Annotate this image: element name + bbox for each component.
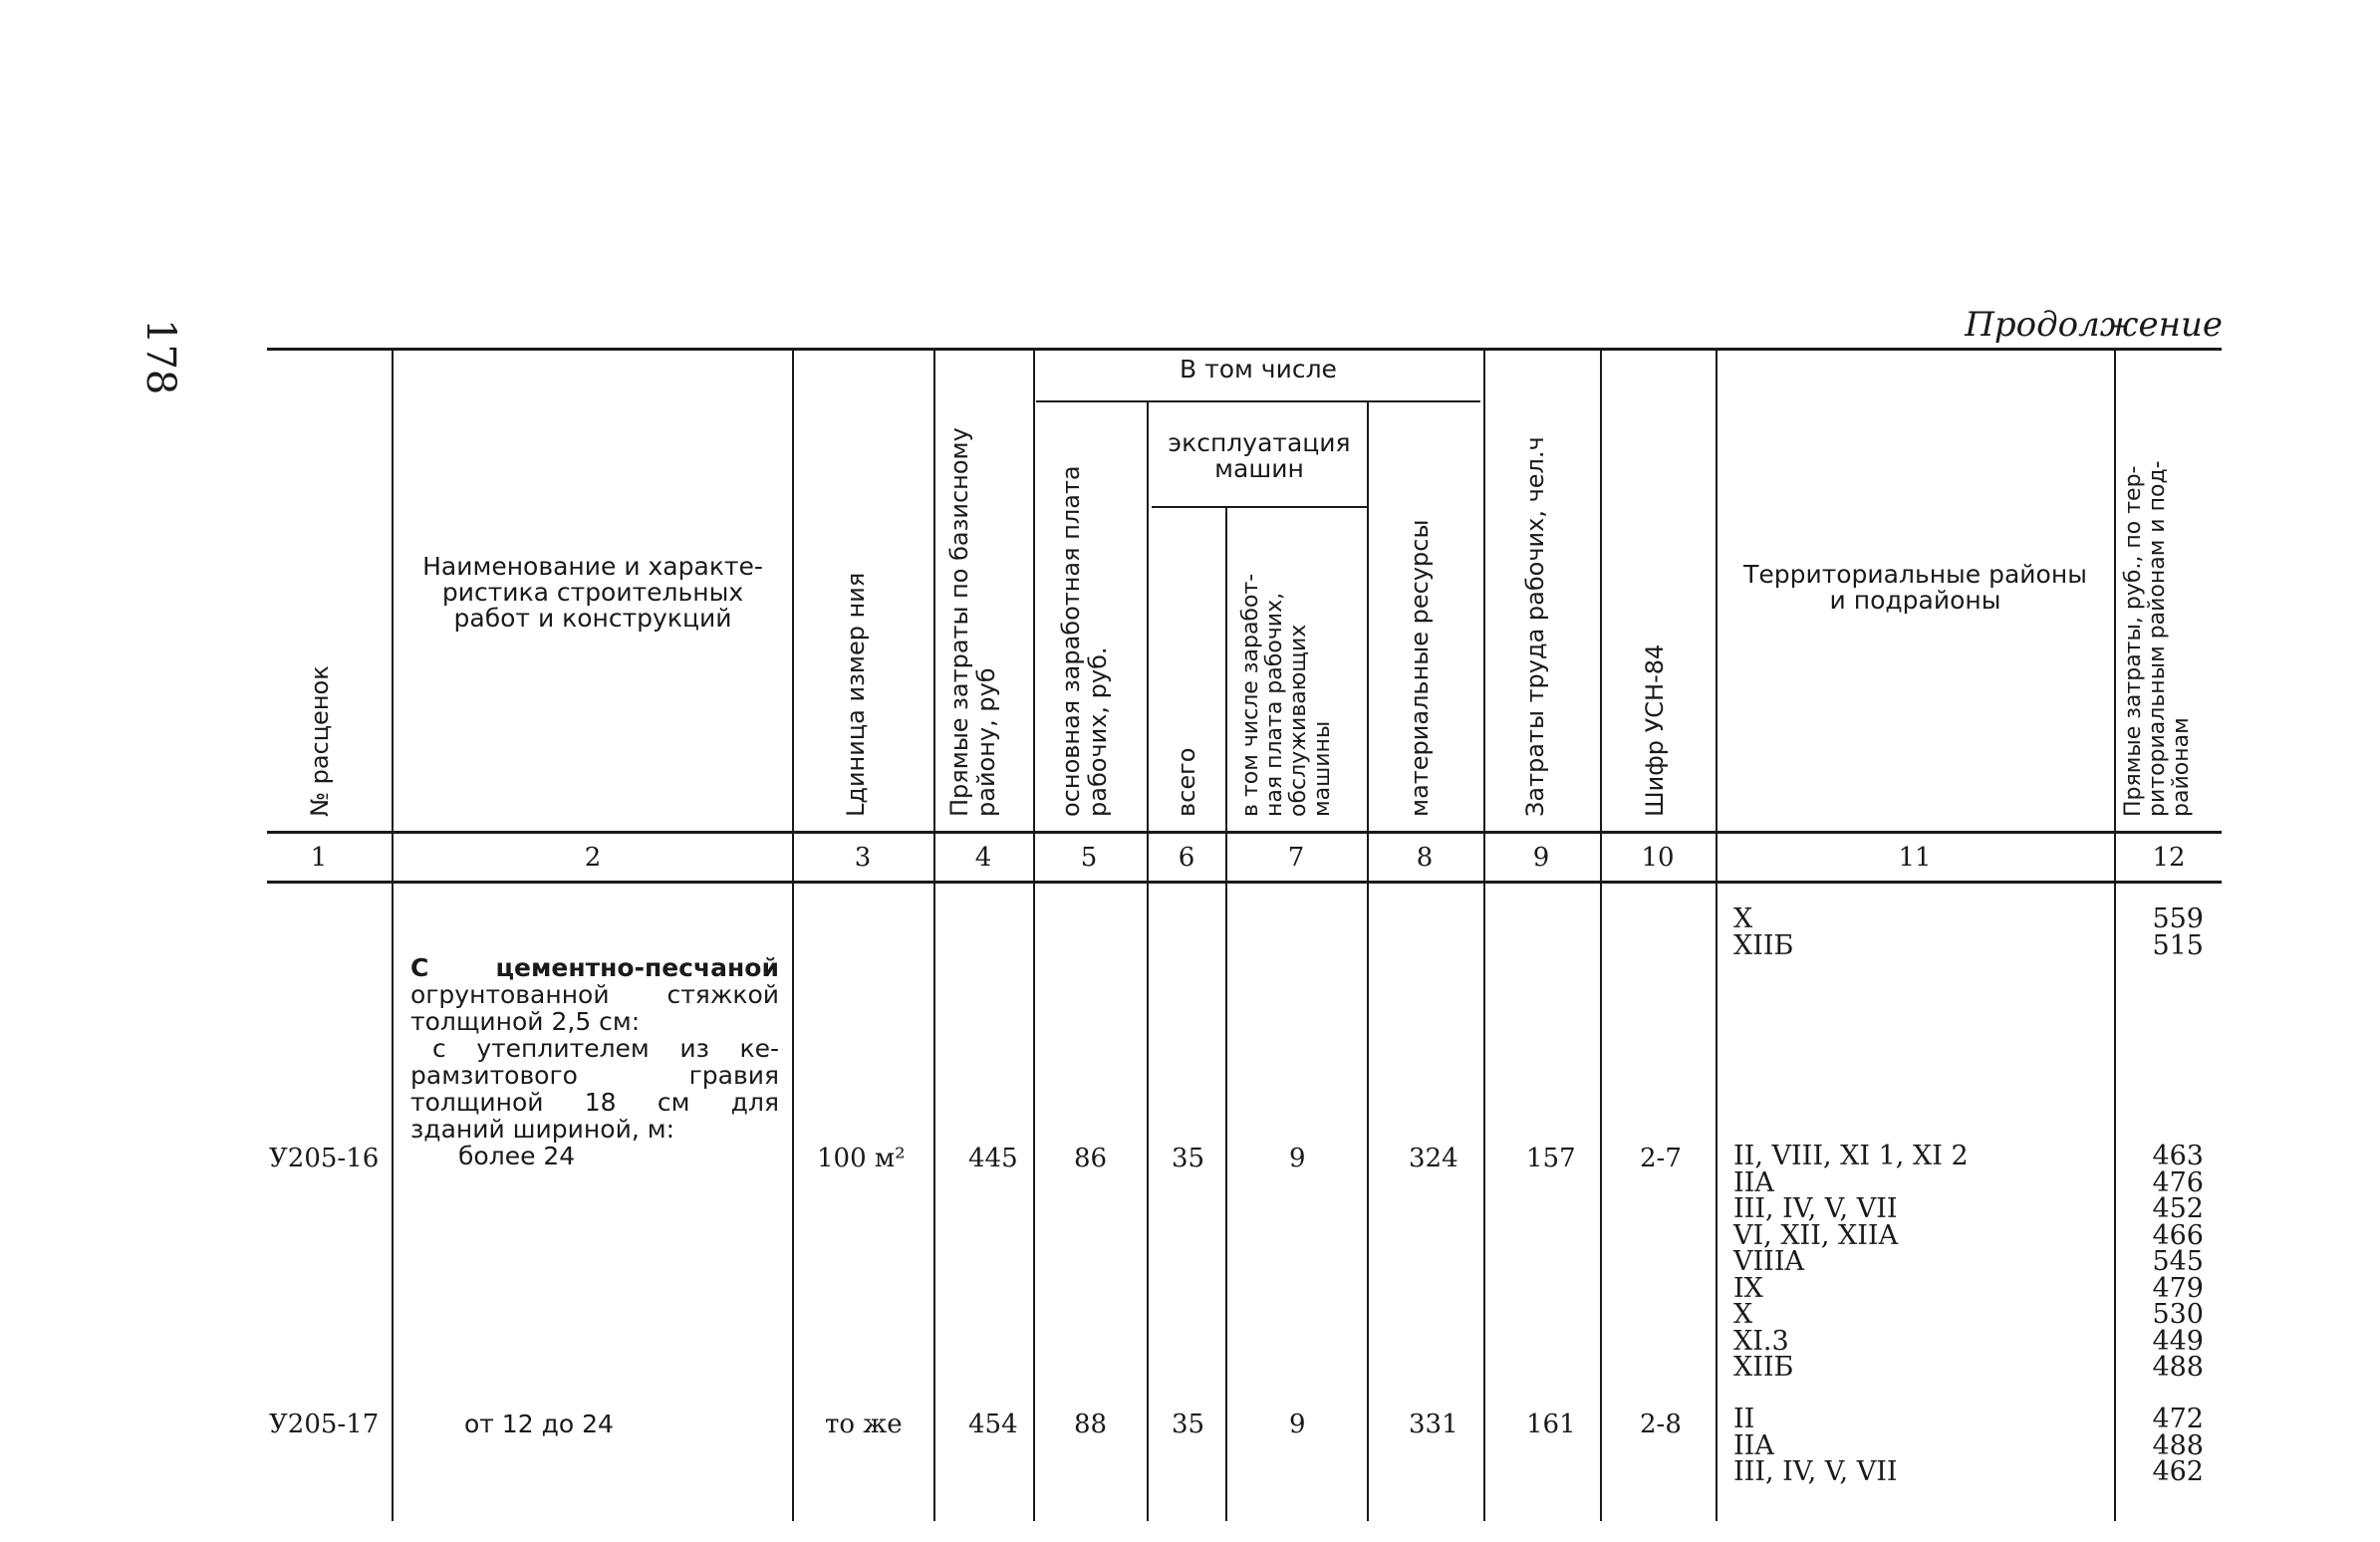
region-item: XI.3 [1733, 1325, 1789, 1357]
description-line: с утеплителем из ке- [432, 1034, 779, 1063]
group-rule [1036, 400, 1480, 402]
table-top-rule [267, 348, 2222, 351]
header-unit: Lдиница измер ния [842, 572, 870, 817]
description-line: огрунтованной стяжкой [410, 980, 779, 1009]
machines-total-cell: 35 [1172, 1144, 1205, 1173]
region-item: II, VIII, XI 1, XI 2 [1733, 1141, 1969, 1171]
region-value: 463 [2152, 1141, 2204, 1171]
description-line: С цементно-песчаной [410, 953, 779, 982]
wages-cell: 86 [1074, 1144, 1108, 1173]
region-value: 488 [2152, 1352, 2204, 1383]
header-machine-operator-wages: в том числе заработ- ная плата рабочих, обслуживающих машины [1238, 573, 1335, 817]
header-regions: Территориальные районы и подрайоны [1743, 560, 2087, 615]
col-divider [1033, 351, 1035, 1521]
col-divider [1483, 351, 1485, 1521]
region-values-list [2132, 1141, 2204, 1383]
header-cipher: Шифр УСН-84 [1641, 643, 1669, 817]
page-number: 178 [137, 319, 183, 395]
description-line: зданий шириной, м: [410, 1115, 674, 1144]
labor-cell: 161 [1526, 1410, 1576, 1439]
region-item: XIIБ [1733, 929, 1794, 961]
region-item: X [1733, 1299, 1753, 1330]
subgroup-rule [1152, 506, 1367, 508]
region-value: 476 [2152, 1166, 2204, 1198]
regions-list [1733, 1404, 1898, 1487]
header-direct-costs: Прямые затраты по базисному району, руб [945, 427, 1000, 817]
region-item: IIA [1733, 1429, 1774, 1461]
direct-cost-cell: 445 [968, 1144, 1018, 1173]
record-code: У205-16 [269, 1144, 380, 1173]
col-divider [1716, 351, 1718, 1521]
column-number: 11 [1898, 843, 1932, 873]
region-item: IIA [1733, 1166, 1774, 1198]
header-machines-total: всего [1173, 747, 1200, 817]
region-value: 462 [2152, 1456, 2204, 1487]
header-machine-operation: эксплуатация машин [1168, 428, 1351, 483]
region-values-list [2132, 1404, 2204, 1487]
region-value: 559 [2152, 903, 2204, 934]
column-number: 12 [2152, 843, 2186, 873]
column-number: 8 [1416, 843, 1434, 873]
top-regions-list [1733, 903, 1794, 961]
column-number: 3 [854, 843, 872, 873]
materials-cell: 331 [1409, 1410, 1458, 1439]
col-divider [1600, 351, 1602, 1521]
regions-list [1733, 1141, 1969, 1383]
col-divider [392, 351, 394, 1521]
col-divider [1225, 508, 1227, 1521]
column-number: 1 [310, 843, 328, 873]
colnum-bottom-rule [267, 881, 2222, 884]
header-group-including: В том числе [1180, 355, 1337, 384]
col-divider [1367, 402, 1369, 1521]
region-value: 488 [2152, 1429, 2204, 1461]
description-line: более 24 [458, 1142, 576, 1170]
machines-wages-cell: 9 [1289, 1144, 1306, 1173]
region-value: 452 [2152, 1193, 2204, 1224]
header-materials: материальные ресурсы [1406, 519, 1434, 817]
col-divider [792, 351, 794, 1521]
col-divider [933, 351, 935, 1521]
col-divider [2114, 351, 2116, 1521]
region-value: 479 [2152, 1272, 2204, 1304]
header-base-wages: основная заработная плата рабочих, руб. [1057, 465, 1112, 817]
region-value: 466 [2152, 1219, 2204, 1251]
column-number: 9 [1532, 843, 1550, 873]
machines-total-cell: 35 [1172, 1410, 1205, 1439]
region-value: 515 [2152, 929, 2204, 961]
header-region-costs: Прямые затраты, руб., по тер- риториальным районам и под- районам [2121, 460, 2194, 817]
region-item: IX [1733, 1272, 1763, 1304]
column-number: 10 [1641, 843, 1675, 873]
header-bottom-rule [267, 831, 2222, 834]
unit-cell: то же [825, 1410, 903, 1439]
wages-cell: 88 [1074, 1410, 1108, 1439]
labor-cell: 157 [1526, 1144, 1576, 1173]
col-divider [1147, 402, 1149, 1521]
region-item: VI, XII, XIIA [1733, 1219, 1899, 1251]
region-value: 449 [2152, 1325, 2204, 1357]
cipher-cell: 2-8 [1640, 1410, 1682, 1439]
region-item: VIIIA [1733, 1246, 1804, 1277]
work-name-cell: от 12 до 24 [464, 1410, 614, 1438]
description-line: толщиной 18 см для [410, 1088, 779, 1117]
record-code: У205-17 [269, 1410, 380, 1439]
machines-wages-cell: 9 [1289, 1410, 1306, 1439]
cipher-cell: 2-7 [1640, 1144, 1682, 1173]
region-item: X [1733, 903, 1753, 934]
header-record-number: № расценок [306, 665, 334, 817]
work-description [410, 954, 779, 1169]
header-labor: Затраты труда рабочих, чел.ч [1521, 436, 1549, 817]
region-item: III, IV, V, VII [1733, 1193, 1898, 1224]
direct-cost-cell: 454 [968, 1410, 1018, 1439]
top-values-list [2132, 903, 2204, 961]
column-number: 4 [974, 843, 992, 873]
materials-cell: 324 [1409, 1144, 1458, 1173]
header-work-name: Наименование и характе- ристика строительных работ и конструкций [422, 552, 763, 633]
description-line: толщиной 2,5 см: [410, 1007, 641, 1036]
region-value: 530 [2152, 1299, 2204, 1330]
region-value: 472 [2152, 1404, 2204, 1434]
column-number: 2 [584, 843, 602, 873]
region-item: II [1733, 1404, 1755, 1434]
region-item: XIIБ [1733, 1352, 1794, 1383]
region-value: 545 [2152, 1246, 2204, 1277]
region-item: III, IV, V, VII [1733, 1456, 1898, 1487]
column-number: 5 [1080, 843, 1098, 873]
continuation-label: Продолжение [1965, 305, 2223, 345]
column-number: 7 [1287, 843, 1305, 873]
unit-cell: 100 м² [817, 1144, 906, 1173]
description-line: рамзитового гравия [410, 1061, 779, 1090]
column-number: 6 [1178, 843, 1195, 873]
